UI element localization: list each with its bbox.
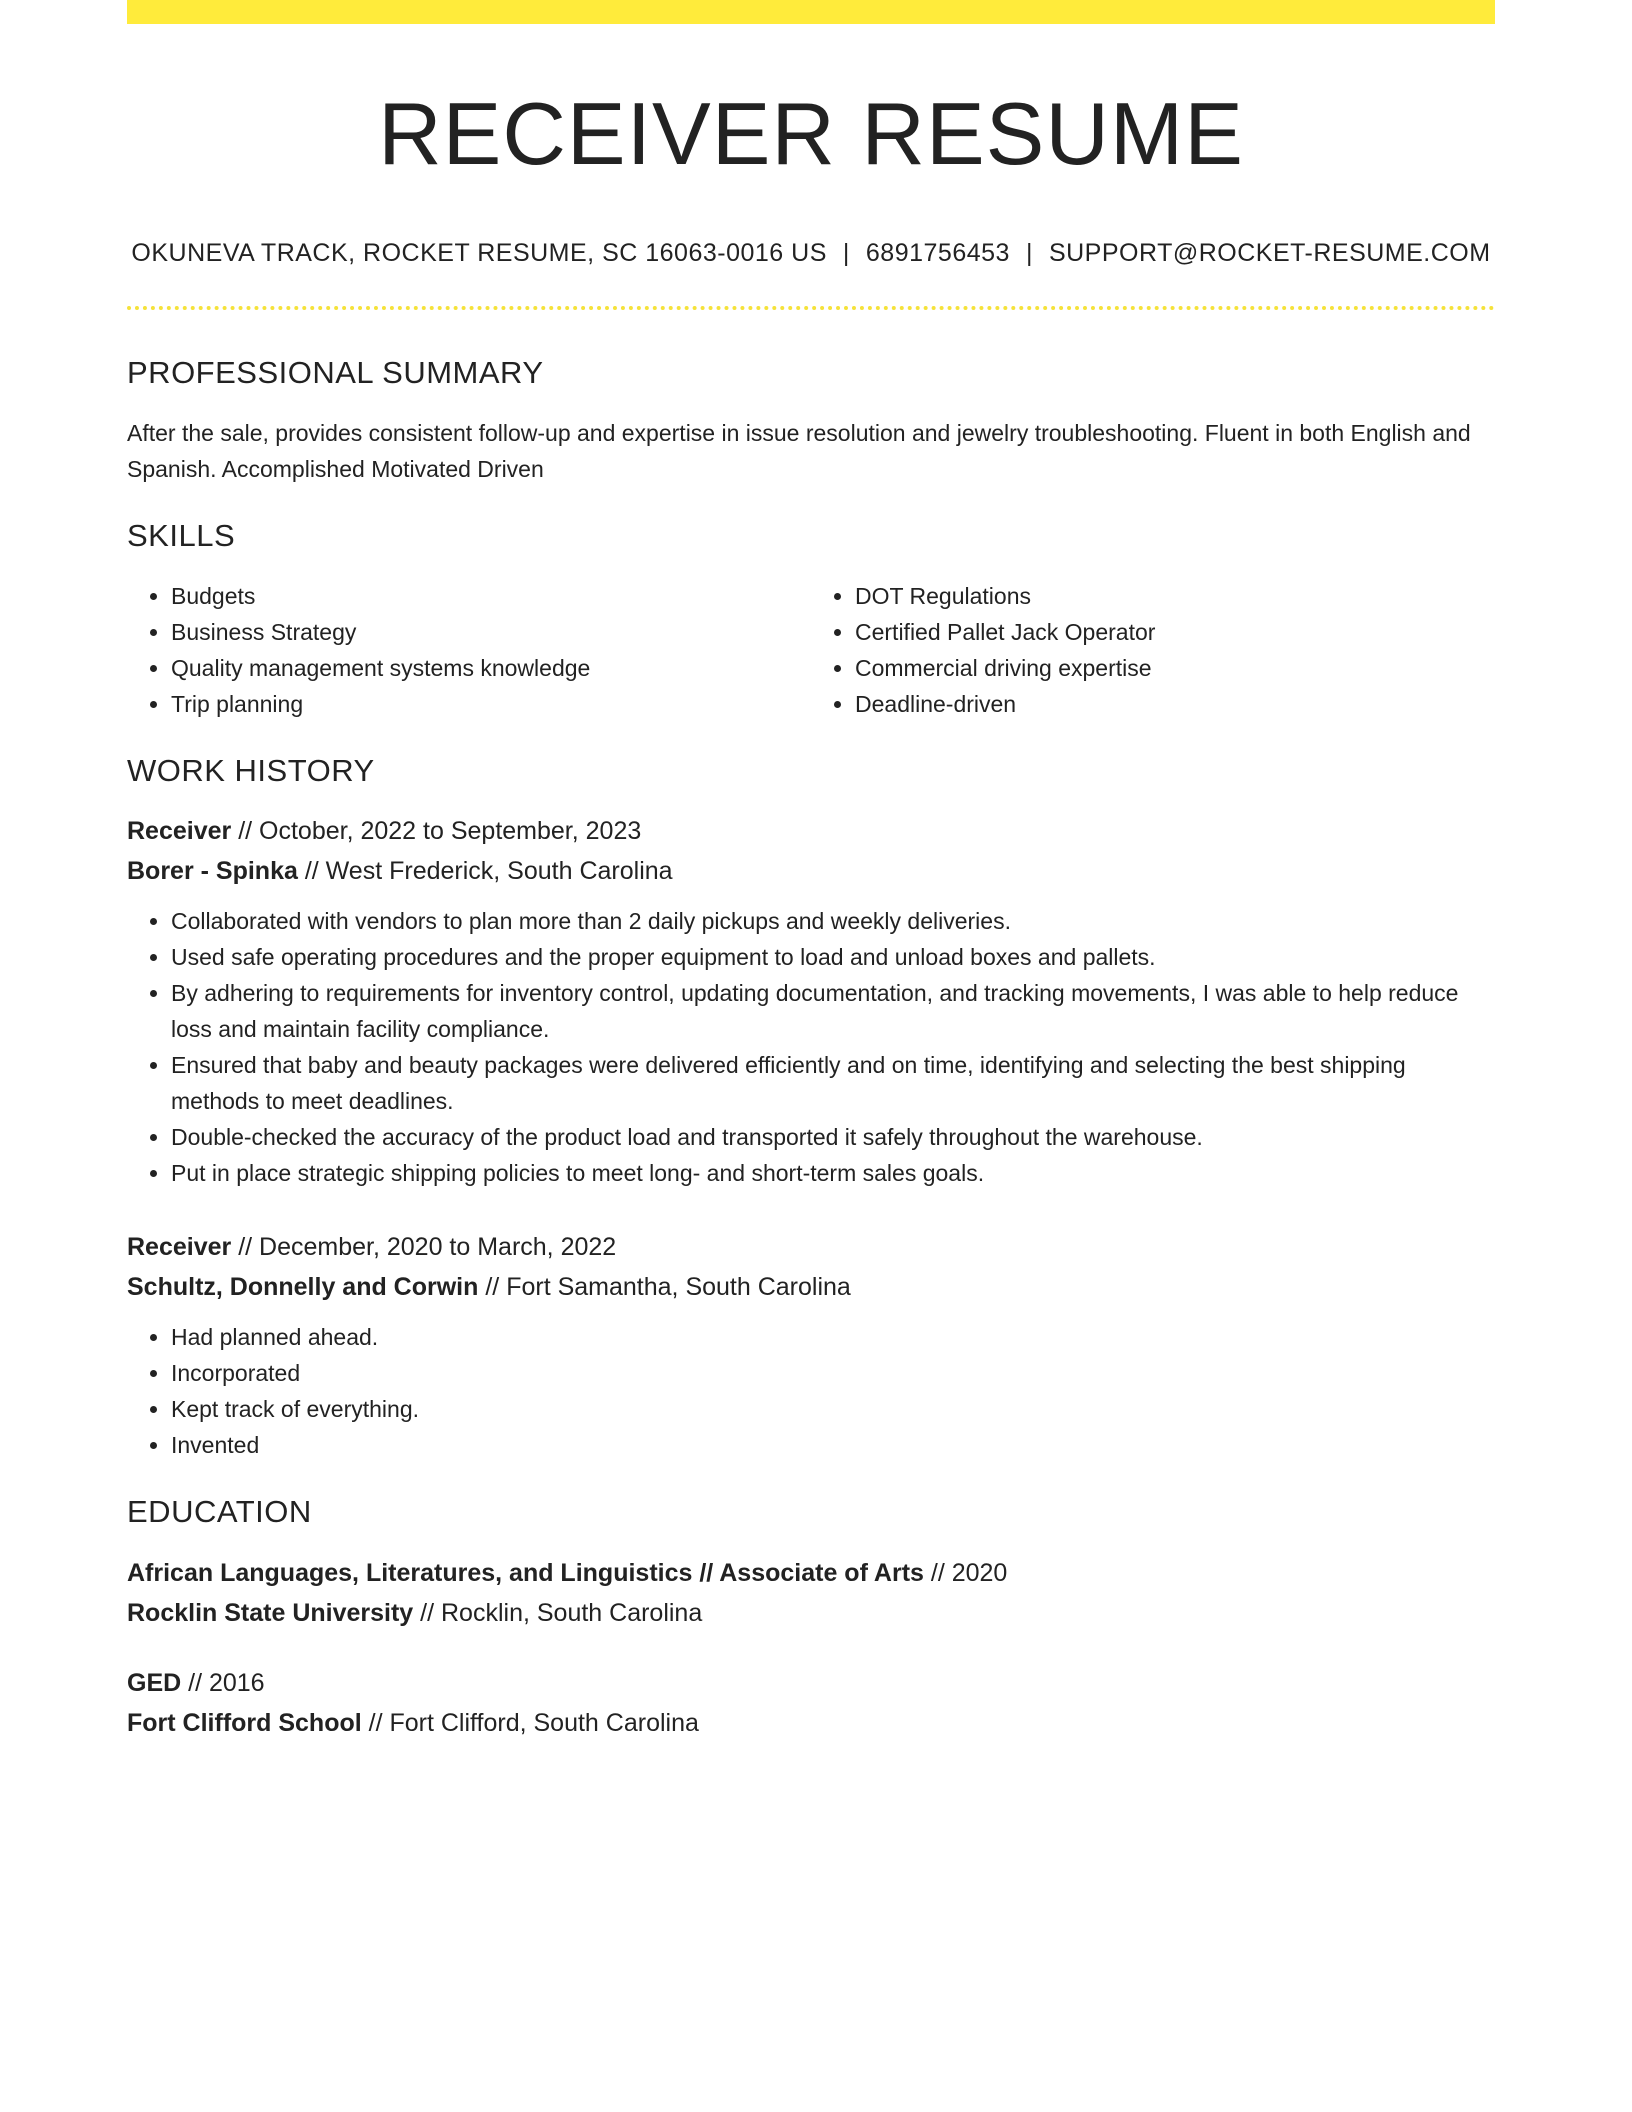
job-dates: // October, 2022 to September, 2023 (231, 817, 642, 846)
job-bullet: • Ensured that baby and beauty packages were delivered efficiently and on time, identifying and selecting the best shipping methods to meet deadlines. (171, 1047, 1495, 1119)
resume-page (127, 0, 1495, 2112)
work-heading: WORK HISTORY (127, 753, 375, 789)
job-company-line (127, 1267, 1495, 1307)
skill-item: • Trip planning (171, 686, 811, 722)
skill-item: • Certified Pallet Jack Operator (855, 614, 1495, 650)
job-bullet: • Kept track of everything. (171, 1391, 1495, 1427)
education-degree-line (127, 1553, 1495, 1593)
education-location: // Rocklin, South Carolina (413, 1598, 703, 1627)
skill-item: • Commercial driving expertise (855, 650, 1495, 686)
contact-separator: | (1025, 238, 1033, 267)
summary-section (127, 354, 1495, 487)
contact-line (127, 239, 1495, 268)
job-bullet: • By adhering to requirements for inventory control, updating documentation, and tracking movements, I was able to help reduce loss and maintain facility compliance. (171, 975, 1495, 1047)
job-bullets (127, 1319, 1495, 1463)
education-school-line (127, 1593, 1495, 1633)
job-entry (127, 811, 1495, 1191)
contact-address: OKUNEVA TRACK, ROCKET RESUME, SC 16063-0016 US (131, 238, 827, 267)
education-entry (127, 1553, 1495, 1633)
education-year: // 2020 (923, 1558, 1008, 1587)
education-degree: GED (127, 1668, 182, 1697)
page-title: RECEIVER RESUME (378, 84, 1244, 183)
job-company: Schultz, Donnelly and Corwin (127, 1273, 479, 1302)
education-degree-line (127, 1663, 1495, 1703)
job-location: // Fort Samantha, South Carolina (478, 1273, 851, 1302)
skills-grid (127, 578, 1495, 722)
job-company-line (127, 851, 1495, 891)
education-year: // 2016 (181, 1668, 265, 1697)
skill-item: • Quality management systems knowledge (171, 650, 811, 686)
job-location: // West Frederick, South Carolina (297, 857, 673, 886)
job-company: Borer - Spinka (127, 857, 298, 886)
education-section (127, 1493, 1495, 1742)
skills-heading: SKILLS (127, 517, 236, 553)
job-bullet: • Put in place strategic shipping policies to meet long- and short-term sales goals. (171, 1155, 1495, 1191)
education-heading: EDUCATION (127, 1494, 312, 1530)
job-title: Receiver (127, 1233, 232, 1262)
accent-bar (127, 0, 1495, 24)
contact-email: SUPPORT@ROCKET-RESUME.COM (1048, 238, 1491, 267)
education-entry (127, 1663, 1495, 1743)
job-bullet: • Incorporated (171, 1355, 1495, 1391)
job-bullet: • Invented (171, 1427, 1495, 1463)
skill-item: • Deadline-driven (855, 686, 1495, 722)
skill-item: • Business Strategy (171, 614, 811, 650)
skills-column-left (127, 578, 811, 722)
skill-item: • DOT Regulations (855, 578, 1495, 614)
skills-column-right (811, 578, 1495, 722)
education-location: // Fort Clifford, South Carolina (361, 1708, 699, 1737)
job-dates: // December, 2020 to March, 2022 (231, 1233, 617, 1262)
work-section (127, 752, 1495, 1463)
contact-phone: 6891756453 (865, 238, 1010, 267)
skill-item: • Budgets (171, 578, 811, 614)
skills-section (127, 517, 1495, 722)
summary-text: After the sale, provides consistent follow-up and expertise in issue resolution and jewelry troubleshooting. Fluent in both English and Spanish. Accomplished Motivated Driven (127, 419, 1471, 482)
job-title: Receiver (127, 817, 232, 846)
summary-heading: PROFESSIONAL SUMMARY (127, 354, 544, 390)
job-bullet: • Collaborated with vendors to plan more than 2 daily pickups and weekly deliveries. (171, 903, 1495, 939)
job-bullet: • Had planned ahead. (171, 1319, 1495, 1355)
education-school: Fort Clifford School (127, 1708, 362, 1737)
education-school-line (127, 1703, 1495, 1743)
job-bullet: • Used safe operating procedures and the proper equipment to load and unload boxes and pallets. (171, 939, 1495, 975)
education-degree: African Languages, Literatures, and Linguistics // Associate of Arts (127, 1558, 924, 1587)
job-entry (127, 1227, 1495, 1463)
job-bullets (127, 903, 1495, 1191)
job-title-line (127, 1227, 1495, 1267)
job-title-line (127, 811, 1495, 851)
education-school: Rocklin State University (127, 1598, 414, 1627)
contact-separator: | (842, 238, 850, 267)
job-bullet: • Double-checked the accuracy of the product load and transported it safely throughout the warehouse. (171, 1119, 1495, 1155)
dotted-divider (127, 306, 1495, 310)
